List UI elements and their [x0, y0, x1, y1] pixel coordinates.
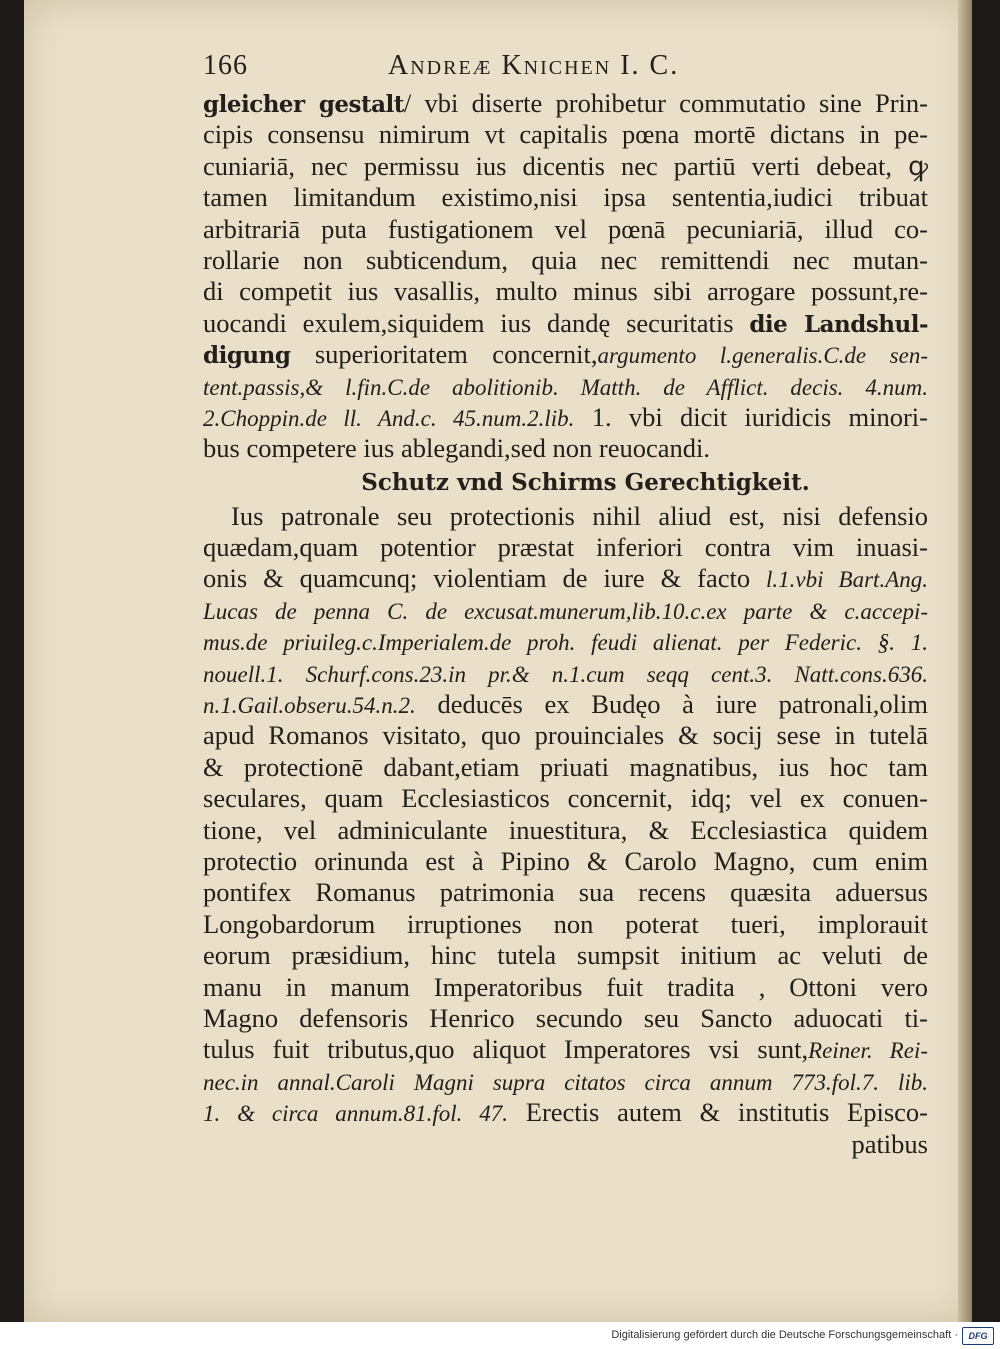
line-segment: di competit ius vasallis, multo minus sibi arrogare possunt,re-: [203, 276, 928, 307]
citation-text: tent.passis,& l.fin.C.de abolitionib. Matth. de Afflict. decis. 4.num.: [203, 374, 928, 400]
line-segment: 1. vbi dicit iuridicis minori-: [574, 401, 928, 432]
text-line: [203, 940, 928, 971]
text-line: [203, 752, 928, 783]
line-segment: seculares, quam Ecclesiasticos concernit, idq; vel ex conuen-: [203, 783, 928, 814]
text-line: [203, 501, 928, 532]
text-line: [203, 626, 928, 657]
citation-text: 2.Choppin.de ll. And.c. 45.num.2.lib.: [203, 405, 575, 431]
citation-text: nouell.1. Schurf.cons.23.in pr.& n.1.cum seqq cent.3. Natt.cons.636.: [203, 661, 928, 687]
line-segment: cipis consensu nimirum vt capitalis pœna mortē dictans in pe-: [203, 119, 928, 150]
line-segment: quædam,quam potentior præstat inferiori contra vim inuasi-: [203, 532, 928, 563]
text-line: [203, 402, 928, 433]
line-segment: uocandi exulem,siquidem ius dandę securitatis: [203, 307, 750, 338]
text-line: [203, 276, 928, 307]
text-line: [203, 371, 928, 402]
paragraph-main: [203, 501, 928, 1129]
line-segment: / vbi diserte prohibetur commutatio sine Prin-: [403, 88, 928, 118]
text-line: [203, 563, 928, 594]
text-line: [203, 783, 928, 814]
line-segment: tulus fuit tributus,quo aliquot Imperatores vsi sunt,: [203, 1034, 809, 1065]
text-line: [203, 595, 928, 626]
body-text: [203, 88, 928, 1160]
line-segment: apud Romanos visitato, quo prouinciales & socij sese in tutelā: [203, 720, 928, 751]
line-segment: tamen limitandum existimo,nisi ipsa sententia,iudici tribuat: [203, 182, 928, 213]
line-segment: arbitrariā puta fustigationem vel pœnā pecuniariā, illud co-: [203, 213, 928, 244]
citation-text: mus.de priuileg.c.Imperialem.de proh. feudi alienat. per Federic. §. 1.: [203, 630, 928, 656]
line-segment: eorum præsidium, hinc tutela sumpsit initium ac veluti de: [203, 940, 928, 971]
line-segment: rollarie non subticendum, quia nec remittendi nec mutan-: [203, 244, 928, 275]
blackletter-text: gleicher gestalt: [203, 91, 404, 118]
line-segment: bus competere ius ablegandi,sed non reuocandi.: [203, 433, 711, 464]
line-segment: & protectionē dabant,etiam priuati magnatibus, ius hoc tam: [203, 751, 928, 782]
text-line: [203, 245, 928, 276]
text-line: [203, 720, 928, 751]
running-head: Andreæ Knichen I. C.: [388, 50, 680, 81]
paragraph-top: [203, 88, 928, 465]
citation-text: argumento l.generalis.C.de sen-: [597, 343, 928, 369]
line-segment: Longobardorum irruptiones non poterat tueri, implorauit: [203, 908, 928, 939]
citation-text: Lucas de penna C. de excusat.munerum,lib.10.c.ex parte & c.accepi-: [203, 598, 928, 624]
text-line: [203, 151, 928, 182]
text-line: [203, 1003, 928, 1034]
line-segment: protectio orinunda est à Pipino & Carolo Magno, cum enim: [203, 845, 928, 876]
section-heading: Schutz vnd Schirms Gerechtigkeit.: [361, 468, 810, 496]
catchword: patibus: [851, 1128, 928, 1159]
blackletter-text: die Landshul-: [749, 310, 929, 338]
citation-text: 1. & circa annum.81.fol. 47.: [203, 1101, 508, 1127]
line-segment: manu in manum Imperatoribus fuit tradita , Ottoni vero: [203, 971, 928, 1002]
digitization-footer: [0, 1322, 1000, 1349]
text-line: [203, 1034, 928, 1065]
line-segment: Erectis autem & institutis Episco-: [508, 1097, 929, 1128]
funding-credit: Digitalisierung gefördert durch die Deutsche Forschungsgemeinschaft ·: [611, 1329, 958, 1341]
citation-text: nec.in annal.Caroli Magni supra citatos circa annum 773.fol.7. lib.: [203, 1069, 928, 1095]
text-line: [203, 846, 928, 877]
dfg-logo: DFG: [962, 1327, 994, 1345]
citation-text: Reiner. Rei-: [808, 1038, 928, 1064]
page-edge: [958, 0, 972, 1322]
page-number: 166: [203, 50, 248, 81]
text-line: [203, 972, 928, 1003]
text-line: [203, 88, 928, 119]
line-segment: cuniariā, nec permissu ius dicentis nec partiū verti debeat, ꝙ: [203, 150, 928, 181]
line-segment: superioritatem concernit,: [290, 339, 598, 370]
text-line: [203, 182, 928, 213]
text-line: [203, 1097, 928, 1128]
line-segment: pontifex Romanus patrimonia sua recens quæsita aduersus: [203, 877, 928, 908]
text-line: [203, 909, 928, 940]
line-segment: deducēs ex Budęo à iure patronali,olim: [415, 689, 928, 720]
citation-text: l.1.vbi Bart.Ang.: [766, 567, 928, 593]
text-line: [203, 689, 928, 720]
text-line: [203, 214, 928, 245]
text-line: [203, 308, 928, 339]
text-line: [203, 1066, 928, 1097]
line-segment: onis & quamcunq; violentiam de iure & facto: [203, 563, 767, 594]
text-line: [203, 532, 928, 563]
text-line: [203, 339, 928, 370]
text-line: [203, 658, 928, 689]
blackletter-text: digung: [203, 342, 291, 370]
page-header: [203, 50, 928, 88]
line-segment: Magno defensoris Henrico secundo seu Sancto aduocati ti-: [203, 1002, 928, 1033]
text-line: [203, 119, 928, 150]
text-line: [203, 815, 928, 846]
line-segment: Ius patronale seu protectionis nihil aliud est, nisi defensio: [231, 500, 928, 531]
page-content: [203, 50, 928, 1160]
text-line: [203, 433, 928, 464]
line-segment: tione, vel adminiculante inuestitura, & Ecclesiastica quidem: [203, 814, 928, 845]
citation-text: n.1.Gail.obseru.54.n.2.: [203, 693, 416, 719]
text-line: [203, 877, 928, 908]
